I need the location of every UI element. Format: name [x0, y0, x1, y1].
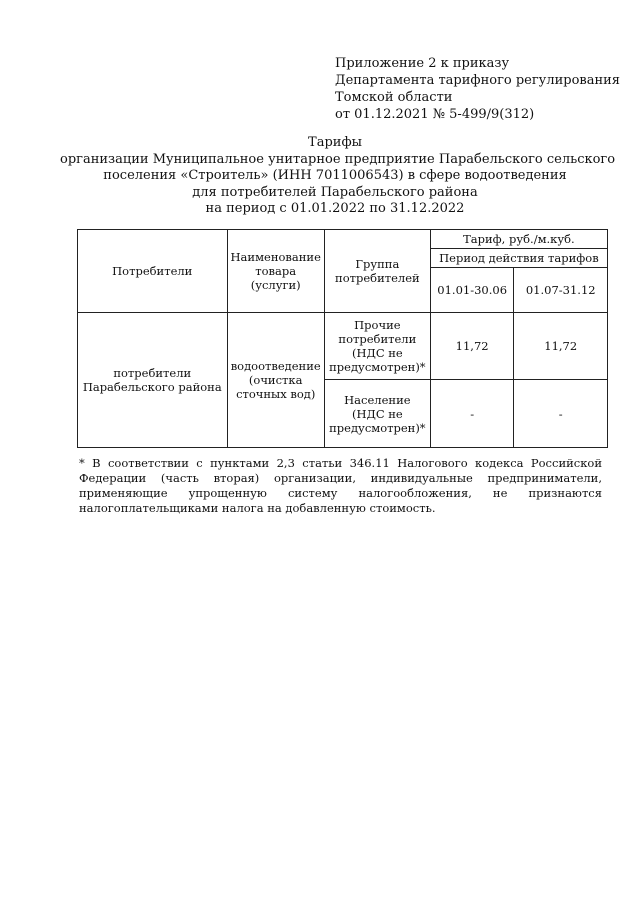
title-line: поселения «Строитель» (ИНН 7011006543) в сфере водоотведения [103, 168, 567, 183]
tariff-value: 11,72 [514, 313, 608, 380]
header-row [78, 230, 608, 249]
header-tariff: Тариф, руб./м.куб. [430, 230, 607, 249]
title-line: на период с 01.01.2022 по 31.12.2022 [205, 201, 465, 216]
footnote: * В соответствии с пунктами 2,3 статьи 346.11 Налогового кодекса Российской Федерации (часть вторая) организации, индивидуальные предприниматели, применяющие упрощенную систему налогообложения, не признаются налогоплательщиками налога на добавленную стоимость. [79, 456, 602, 515]
header-product: Наименование товара (услуги) [227, 230, 324, 313]
header-period-2: 01.07-31.12 [514, 268, 608, 313]
appendix-line: от 01.12.2021 № 5-499/9(312) [335, 107, 535, 122]
header-period: Период действия тарифов [430, 249, 607, 268]
appendix-line: Приложение 2 к приказу [335, 56, 510, 71]
appendix-header [335, 55, 620, 123]
title-line: для потребителей Парабельского района [192, 184, 478, 200]
group-cell: Население (НДС не предусмотрен)* [324, 380, 430, 448]
tariff-value: - [514, 380, 608, 448]
header-period-1: 01.01-30.06 [430, 268, 514, 313]
title-heading: Тарифы [308, 135, 362, 150]
title-line: организации Муниципальное унитарное предприятие Парабельского сельского [60, 151, 616, 167]
tariff-value: 11,72 [430, 313, 514, 380]
product-cell: водоотведение (очистка сточных вод) [227, 313, 324, 448]
header-group: Группа потребителей [324, 230, 430, 313]
consumer-cell: потребители Парабельского района [78, 313, 228, 448]
header-consumers: Потребители [78, 230, 228, 313]
group-cell: Прочие потребители (НДС не предусмотрен)* [324, 313, 430, 380]
table-row [78, 313, 608, 380]
tariff-table [77, 229, 608, 448]
tariff-value: - [430, 380, 514, 448]
appendix-line: Департамента тарифного регулирования [335, 73, 620, 88]
appendix-line: Томской области [335, 90, 453, 105]
document-title [60, 135, 616, 218]
